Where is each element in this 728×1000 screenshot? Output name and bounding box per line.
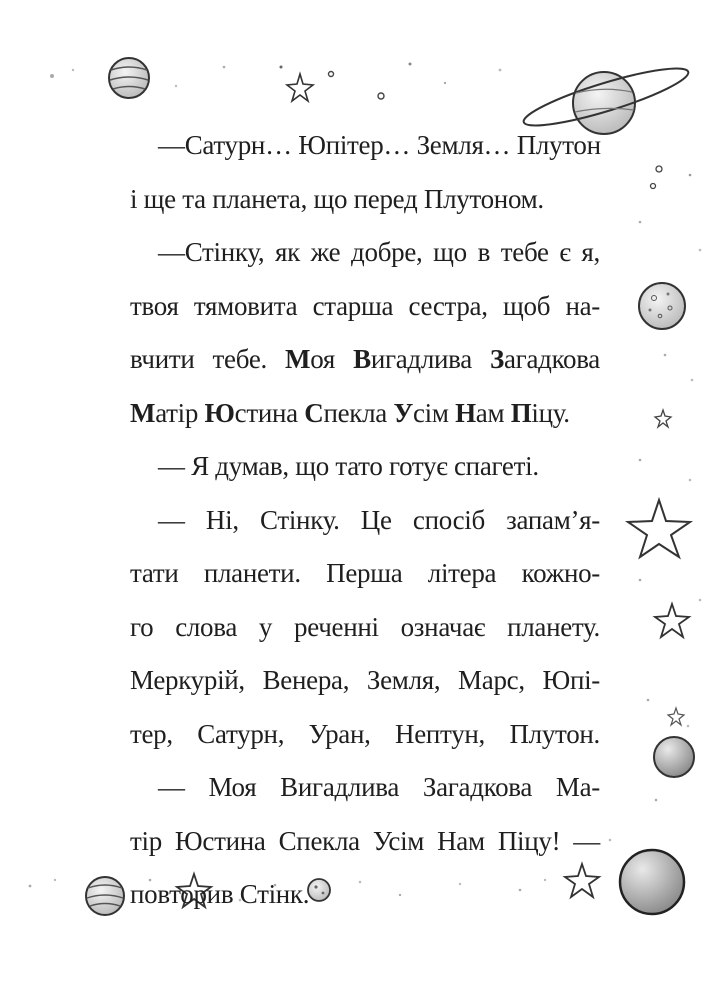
planet-icon: [86, 877, 124, 915]
text-segment: агадкова: [503, 344, 600, 374]
text-line: [130, 128, 600, 162]
bold-initial: С: [304, 397, 324, 428]
text-line: [130, 556, 600, 590]
text-segment: тір Юстина Спекла Усім Нам Піцу! —: [130, 825, 600, 856]
bold-initial: М: [285, 344, 311, 374]
bold-initial: В: [353, 344, 371, 374]
bold-initial: Н: [455, 397, 476, 428]
text-segment: стина: [234, 397, 305, 428]
star-icon: [655, 604, 689, 637]
bold-initial: З: [490, 344, 504, 374]
text-line: [130, 877, 600, 911]
text-segment: —Сатурн… Юпітер… Земля… Плутон: [158, 130, 601, 160]
star-icon: [287, 74, 313, 101]
text-line: [130, 663, 600, 697]
bold-initial: У: [393, 397, 413, 428]
text-segment: повторив Стінк.: [130, 879, 310, 909]
ringed-planet-icon: [520, 58, 693, 135]
text-segment: —Стінку, як же добре, що в тебе є я,: [158, 237, 600, 267]
star-icon: [655, 410, 671, 427]
text-segment: сім: [412, 397, 456, 428]
text-line: [130, 396, 600, 430]
text-segment: іцу.: [531, 397, 570, 428]
text-line: [130, 717, 600, 751]
text-segment: вчити тебе.: [130, 344, 286, 374]
text-line: [130, 770, 600, 804]
text-segment: — Я думав, що тато готує спагеті.: [158, 451, 539, 481]
text-segment: го слова у реченні означає планету.: [130, 611, 600, 642]
text-segment: пекла: [323, 397, 394, 428]
text-segment: игадлива: [370, 344, 491, 374]
text-line: [130, 289, 600, 323]
text-line: [130, 235, 600, 269]
planet-icon: [620, 850, 684, 914]
text-line: [130, 182, 600, 216]
star-icon: [668, 708, 684, 725]
text-line: [130, 449, 600, 483]
planet-icon: [654, 737, 694, 777]
bold-initial: М: [130, 397, 156, 428]
text-segment: — Моя Вигадлива Загадкова Ма-: [158, 772, 600, 802]
planet-icon: [109, 58, 149, 98]
text-segment: ам: [475, 397, 511, 428]
text-line: [130, 503, 600, 537]
text-segment: твоя тямовита старша сестра, щоб на-: [130, 290, 600, 321]
text-segment: тер, Сатурн, Уран, Нептун, Плутон.: [130, 718, 600, 749]
text-line: [130, 342, 600, 376]
planet-icon: [639, 283, 685, 329]
text-segment: — Ні, Стінку. Це спосіб запам’я-: [158, 504, 600, 535]
star-icon: [628, 500, 690, 557]
text-segment: атір: [155, 397, 205, 428]
sparkle-dot-icon: [609, 166, 702, 841]
text-line: [130, 610, 600, 644]
text-segment: і ще та планета, що перед Плутоном.: [130, 183, 544, 214]
text-segment: Меркурій, Венера, Земля, Марс, Юпі-: [130, 665, 600, 695]
text-line: [130, 824, 600, 858]
text-segment: оя: [310, 344, 354, 374]
text-segment: тати планети. Перша літера кожно-: [130, 558, 600, 588]
bold-initial: Ю: [204, 397, 235, 428]
bold-initial: П: [510, 397, 532, 428]
